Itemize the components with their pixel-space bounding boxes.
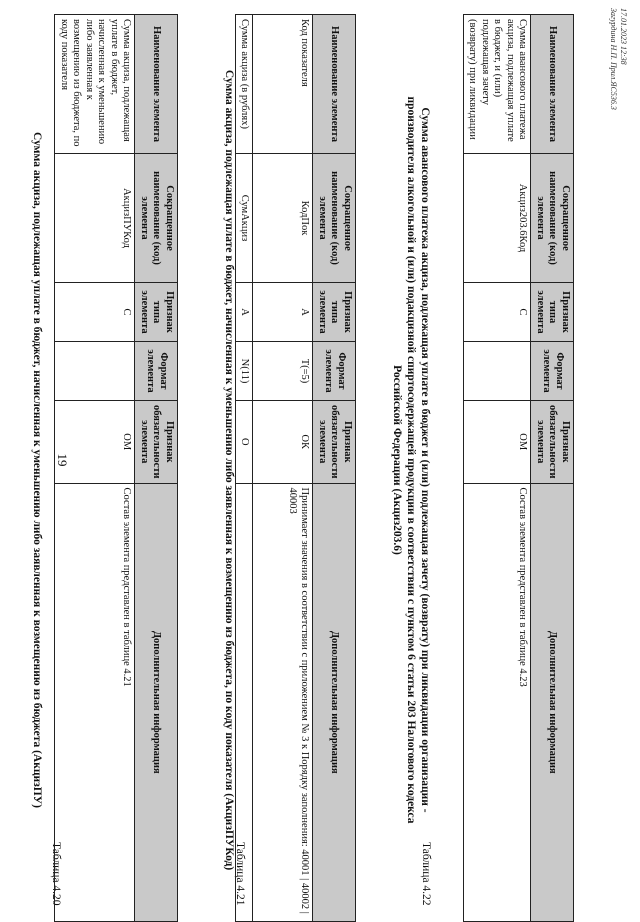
cell-required: ОК [253,401,313,484]
table-title: Сумма авансового платежа акциза, подлежащая уплате в бюджет и (или) подлежащая зачету (возврату) при ликвидации организации - производителя алкогольной и (или) подакцизной спиртосодержащей продукции в соответствии с пунктом 6 статьи 203 Налогового кодекса Российской Федерации (Акциз203.6) [391,96,431,824]
cell-type: С [55,283,135,342]
cell-format: T(=5) [253,342,313,401]
cell-info: Принимает значения в соответствии с приложением № 3 к Порядку заполнения: 40001 | 40002 | 40003 [253,483,313,921]
col-header: Сокращенное наименование (код) элемента [135,154,178,283]
table-header-row [313,15,356,922]
col-header: Признак обязательности элемента [313,401,356,484]
table-title: Сумма акциза, подлежащая уплате в бюджет, начисленная к уменьшению либо заявленная к возмещению из бюджета (АкцизПУ) [31,132,43,808]
cell-name: Сумма акциза (в рублях) [236,15,254,154]
cell-code: АкцизПУКод [55,154,135,283]
stamp-date: 17.01.2023 12:38 [619,8,628,65]
table-4-20 [55,14,179,922]
table-label: Таблица 4.22 [420,842,432,906]
table-row [253,15,313,922]
col-header: Наименование элемента [313,15,356,154]
cell-info: Состав элемента представлен в таблице 4.23 [464,483,532,921]
cell-format [464,342,532,401]
cell-info [236,483,254,921]
col-header: Признак обязательности элемента [531,401,574,484]
cell-required: ОМ [464,401,532,484]
stamp-author: Загурдина Н.П. Прил.ЯС536.3 [609,8,618,110]
cell-info: Состав элемента представлен в таблице 4.21 [55,483,135,921]
cell-type: С [464,283,532,342]
cell-type: А [253,283,313,342]
col-header: Дополнительная информация [531,483,574,921]
table-4-22 [463,14,574,922]
cell-required: О [236,401,254,484]
cell-code: КодПок [253,154,313,283]
cell-name: Сумма авансового платежа акциза, подлежащая уплате в бюджет, и (или) подлежащая зачету (возврату) при ликвидации [464,15,532,154]
table-row [464,15,532,922]
table-label: Таблица 4.21 [234,842,246,906]
col-header: Наименование элемента [531,15,574,154]
cell-format [55,342,135,401]
cell-name: Код показателя [253,15,313,154]
table-row [55,15,135,922]
col-header: Признак типа элемента [135,283,178,342]
cell-code: СумАкциз [236,154,254,283]
col-header: Признак обязательности элемента [135,401,178,484]
cell-required: ОМ [55,401,135,484]
cell-code: Акциз203.6Код [464,154,532,283]
table-label: Таблица 4.20 [50,842,62,906]
cell-type: А [236,283,254,342]
table-header-row [135,15,178,922]
col-header: Сокращенное наименование (код) элемента [313,154,356,283]
table-row [236,15,254,922]
cell-name: Сумма акциза, подлежащая уплате в бюджет, начисленная к уменьшению либо заявленная к возмещению из бюджета, по коду показателя [55,15,135,154]
col-header: Сокращенное наименование (код) элемента [531,154,574,283]
table-title: Сумма акциза, подлежащая уплате в бюджет, начисленная к уменьшению либо заявленная к возмещению из бюджета, по коду показателя (АкцизПУКод) [223,69,235,871]
table-header-row [531,15,574,922]
col-header: Признак типа элемента [313,283,356,342]
col-header: Дополнительная информация [135,483,178,921]
col-header: Формат элемента [313,342,356,401]
cell-format: N(11) [236,342,254,401]
col-header: Признак типа элемента [531,283,574,342]
col-header: Формат элемента [135,342,178,401]
table-4-21 [235,14,356,922]
col-header: Формат элемента [531,342,574,401]
col-header: Дополнительная информация [313,483,356,921]
col-header: Наименование элемента [135,15,178,154]
page-number: 19 [55,453,70,467]
